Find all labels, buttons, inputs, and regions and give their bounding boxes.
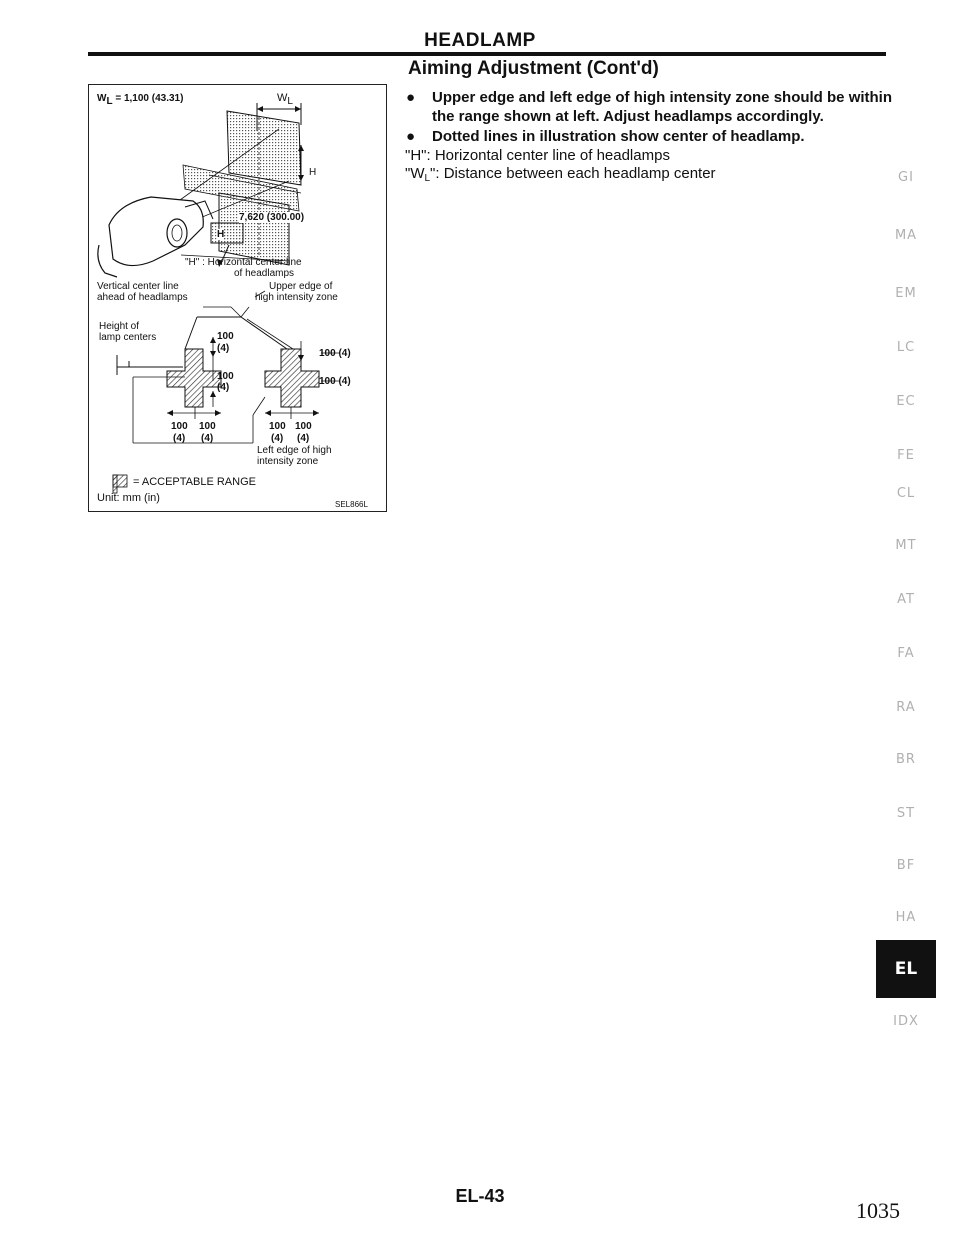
tab-el[interactable]: EL [876,940,936,998]
h-marker: H [217,229,225,240]
h-dimension-label: H [309,167,317,178]
vertical-center-label-2: ahead of headlamps [97,292,188,303]
dim-right-lower: 100 (4) [319,376,351,387]
bullet-icon: ● [406,128,416,145]
tab-ra[interactable]: RA [896,700,916,715]
dim-middle-100: 100 [217,371,234,382]
dim-bottom-4: 100 [295,421,312,432]
dim-right-upper: 100 (4) [319,348,351,359]
dim-bottom-3: 100 [269,421,286,432]
dim-middle-4: (4) [217,382,230,393]
figure-code: SEL866L [335,500,368,509]
tab-mt[interactable]: MT [895,538,917,553]
wl-dimension-label: WL [277,92,293,107]
instructions [402,88,902,188]
definition-wl: "$W_L$": Distance between each headlamp center [405,165,716,184]
dim-bottom-2: 100 [199,421,216,432]
bullet-item [402,127,902,146]
left-edge-label: Left edge of high [257,445,332,456]
horizontal-center-label: "H" : Horizontal center line [185,257,302,268]
dim-bottom-4d: (4) [297,433,310,444]
tab-br[interactable]: BR [896,752,916,767]
bullet-icon: ● [406,89,416,106]
horizontal-center-label-2: of headlamps [234,268,295,279]
bullet-text: Dotted lines in illustration show center of headlamp. [432,128,805,145]
upper-edge-label-2: high intensity zone [255,292,338,303]
bullet-text: Upper edge and left edge of high intensity zone should be within the range shown at left. Adjust headlamps accordingly. [432,89,893,125]
upper-edge-label: Upper edge of [269,281,333,292]
header-title: HEADLAMP [424,30,536,51]
page-code: EL-43 [455,1186,505,1206]
tab-idx[interactable]: IDX [893,1014,919,1029]
dim-bottom-1: 100 [171,421,188,432]
header-rule [88,52,886,56]
tab-gi[interactable]: GI [898,170,914,185]
tab-lc[interactable]: LC [896,340,916,355]
aiming-diagram [88,84,387,512]
tab-ec[interactable]: EC [896,394,916,409]
section-tabs [876,0,936,1242]
section-title: Aiming Adjustment (Cont'd) [408,58,659,79]
definition-h: "H": Horizontal center line of headlamps [405,147,670,164]
height-label-2: lamp centers [99,332,157,343]
tab-cl[interactable]: CL [896,486,916,501]
tab-fe[interactable]: FE [897,448,915,463]
page-number: 1035 [856,1198,900,1223]
bullet-item [402,88,902,126]
tab-em[interactable]: EM [895,286,917,301]
tab-bf[interactable]: BF [896,858,916,873]
tab-fa[interactable]: FA [897,646,915,661]
dim-bottom-4b: (4) [201,433,214,444]
left-edge-label-2: intensity zone [257,456,319,467]
dim-bottom-4a: (4) [173,433,186,444]
dim-upper-4: (4) [217,343,230,354]
wl-value-label: WL = 1,100 (43.31) [97,93,184,107]
height-label: Height of [99,321,140,332]
vertical-center-label: Vertical center line [97,281,179,292]
dim-upper-100: 100 [217,331,234,342]
tab-st[interactable]: ST [896,806,916,821]
dim-bottom-4c: (4) [271,433,284,444]
tab-ma[interactable]: MA [894,228,918,243]
unit-label: Unit: mm (in) [97,492,160,504]
distance-label: 7,620 (300.00) [239,212,305,223]
tab-ha[interactable]: HA [895,910,917,925]
tab-at[interactable]: AT [897,592,915,607]
acceptable-range-label: = ACCEPTABLE RANGE [133,476,256,488]
